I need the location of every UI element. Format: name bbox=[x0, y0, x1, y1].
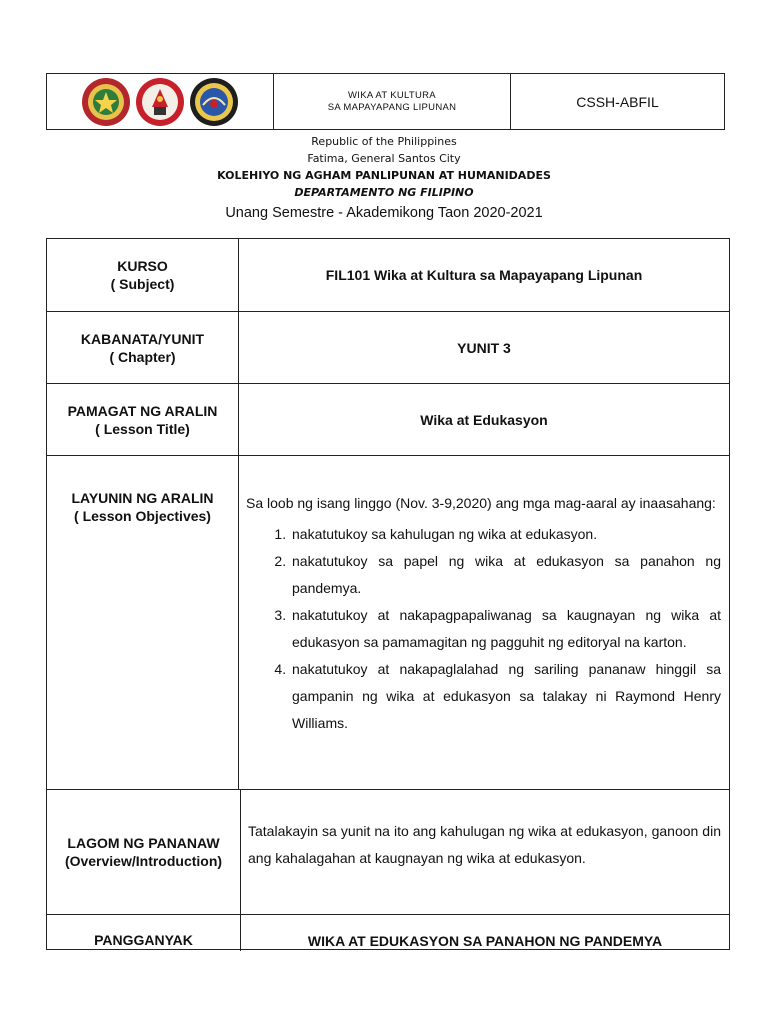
layunin-content bbox=[239, 456, 729, 789]
department-seal-icon bbox=[189, 77, 239, 127]
header-code: CSSH-ABFIL bbox=[576, 93, 659, 110]
college-seal-icon bbox=[135, 77, 185, 127]
kabanata-label-cell bbox=[47, 312, 239, 383]
republic-line: Republic of the Philippines bbox=[311, 135, 457, 148]
header-title-line2: SA MAPAYAPANG LIPUNAN bbox=[327, 101, 457, 113]
document-header bbox=[46, 73, 725, 130]
row-kabanata bbox=[47, 312, 729, 384]
pamagat-value: Wika at Edukasyon bbox=[420, 411, 548, 428]
kurso-value: FIL101 Wika at Kultura sa Mapayapang Lipunan bbox=[325, 267, 643, 283]
pamagat-sublabel: ( Lesson Title) bbox=[95, 420, 190, 437]
department-name: DEPARTAMENTO NG FILIPINO bbox=[294, 186, 474, 199]
location-line: Fatima, General Santos City bbox=[307, 152, 461, 165]
objective-item: 4. nakatutukoy at nakapaglalahad ng sariling pananaw hinggil sa gampanin ng wika at edukasyon sa talakay ni Raymond Henry Williams. bbox=[290, 656, 721, 737]
layunin-label: LAYUNIN NG ARALIN bbox=[71, 490, 214, 506]
college-name: KOLEHIYO NG AGHAM PANLIPUNAN AT HUMANIDADES bbox=[217, 169, 551, 182]
lagom-sublabel: (Overview/Introduction) bbox=[64, 853, 223, 869]
row-kurso bbox=[47, 239, 729, 312]
pangganyak-label-cell bbox=[47, 915, 241, 951]
lesson-table bbox=[46, 238, 730, 950]
row-lagom bbox=[47, 790, 729, 915]
kabanata-value: YUNIT 3 bbox=[457, 339, 511, 356]
layunin-sublabel: ( Lesson Objectives) bbox=[74, 508, 211, 524]
pangganyak-value: WIKA AT EDUKASYON SA PANAHON NG PANDEMYA bbox=[307, 933, 663, 949]
objective-item: 2. nakatutukoy sa papel ng wika at edukasyon sa panahon ng pandemya. bbox=[290, 548, 721, 602]
objective-item: 3. nakatutukoy at nakapagpapaliwanag sa kaugnayan ng wika at edukasyon sa pamamagitan ng pagguhit ng editoryal na karton. bbox=[290, 602, 721, 656]
layunin-label-cell bbox=[47, 456, 239, 789]
university-seal-icon bbox=[81, 77, 131, 127]
kabanata-label: KABANATA/YUNIT bbox=[80, 330, 205, 347]
header-course-title bbox=[274, 74, 511, 129]
layunin-intro: Sa loob ng isang linggo (Nov. 3-9,2020) ang mga mag-aaral ay inaasahang: bbox=[246, 495, 716, 511]
objectives-list bbox=[246, 521, 721, 737]
objective-item: 1. nakatutukoy sa kahulugan ng wika at edukasyon. bbox=[290, 521, 721, 548]
lagom-value: Tatalakayin sa yunit na ito ang kahulugan ng wika at edukasyon, ganoon din ang kahalagahan at kaugnayan ng wika at edukasyon. bbox=[248, 823, 721, 866]
institution-block bbox=[0, 133, 768, 224]
pamagat-label-cell bbox=[47, 384, 239, 455]
logo-group bbox=[47, 74, 274, 129]
kurso-label-cell bbox=[47, 239, 239, 311]
row-layunin bbox=[47, 456, 729, 790]
lagom-label: LAGOM NG PANANAW bbox=[67, 835, 220, 851]
kabanata-sublabel: ( Chapter) bbox=[109, 348, 176, 365]
row-pamagat bbox=[47, 384, 729, 456]
pangganyak-label: PANGGANYAK bbox=[94, 932, 193, 948]
header-title-line1: WIKA AT KULTURA bbox=[348, 89, 436, 101]
kurso-label: KURSO bbox=[117, 258, 168, 274]
row-pangganyak bbox=[47, 915, 729, 951]
lagom-label-cell bbox=[47, 790, 241, 914]
semester-line: Unang Semestre - Akademikong Taon 2020-2021 bbox=[225, 205, 543, 221]
kurso-sublabel: ( Subject) bbox=[110, 276, 175, 292]
pamagat-label: PAMAGAT NG ARALIN bbox=[67, 402, 218, 419]
